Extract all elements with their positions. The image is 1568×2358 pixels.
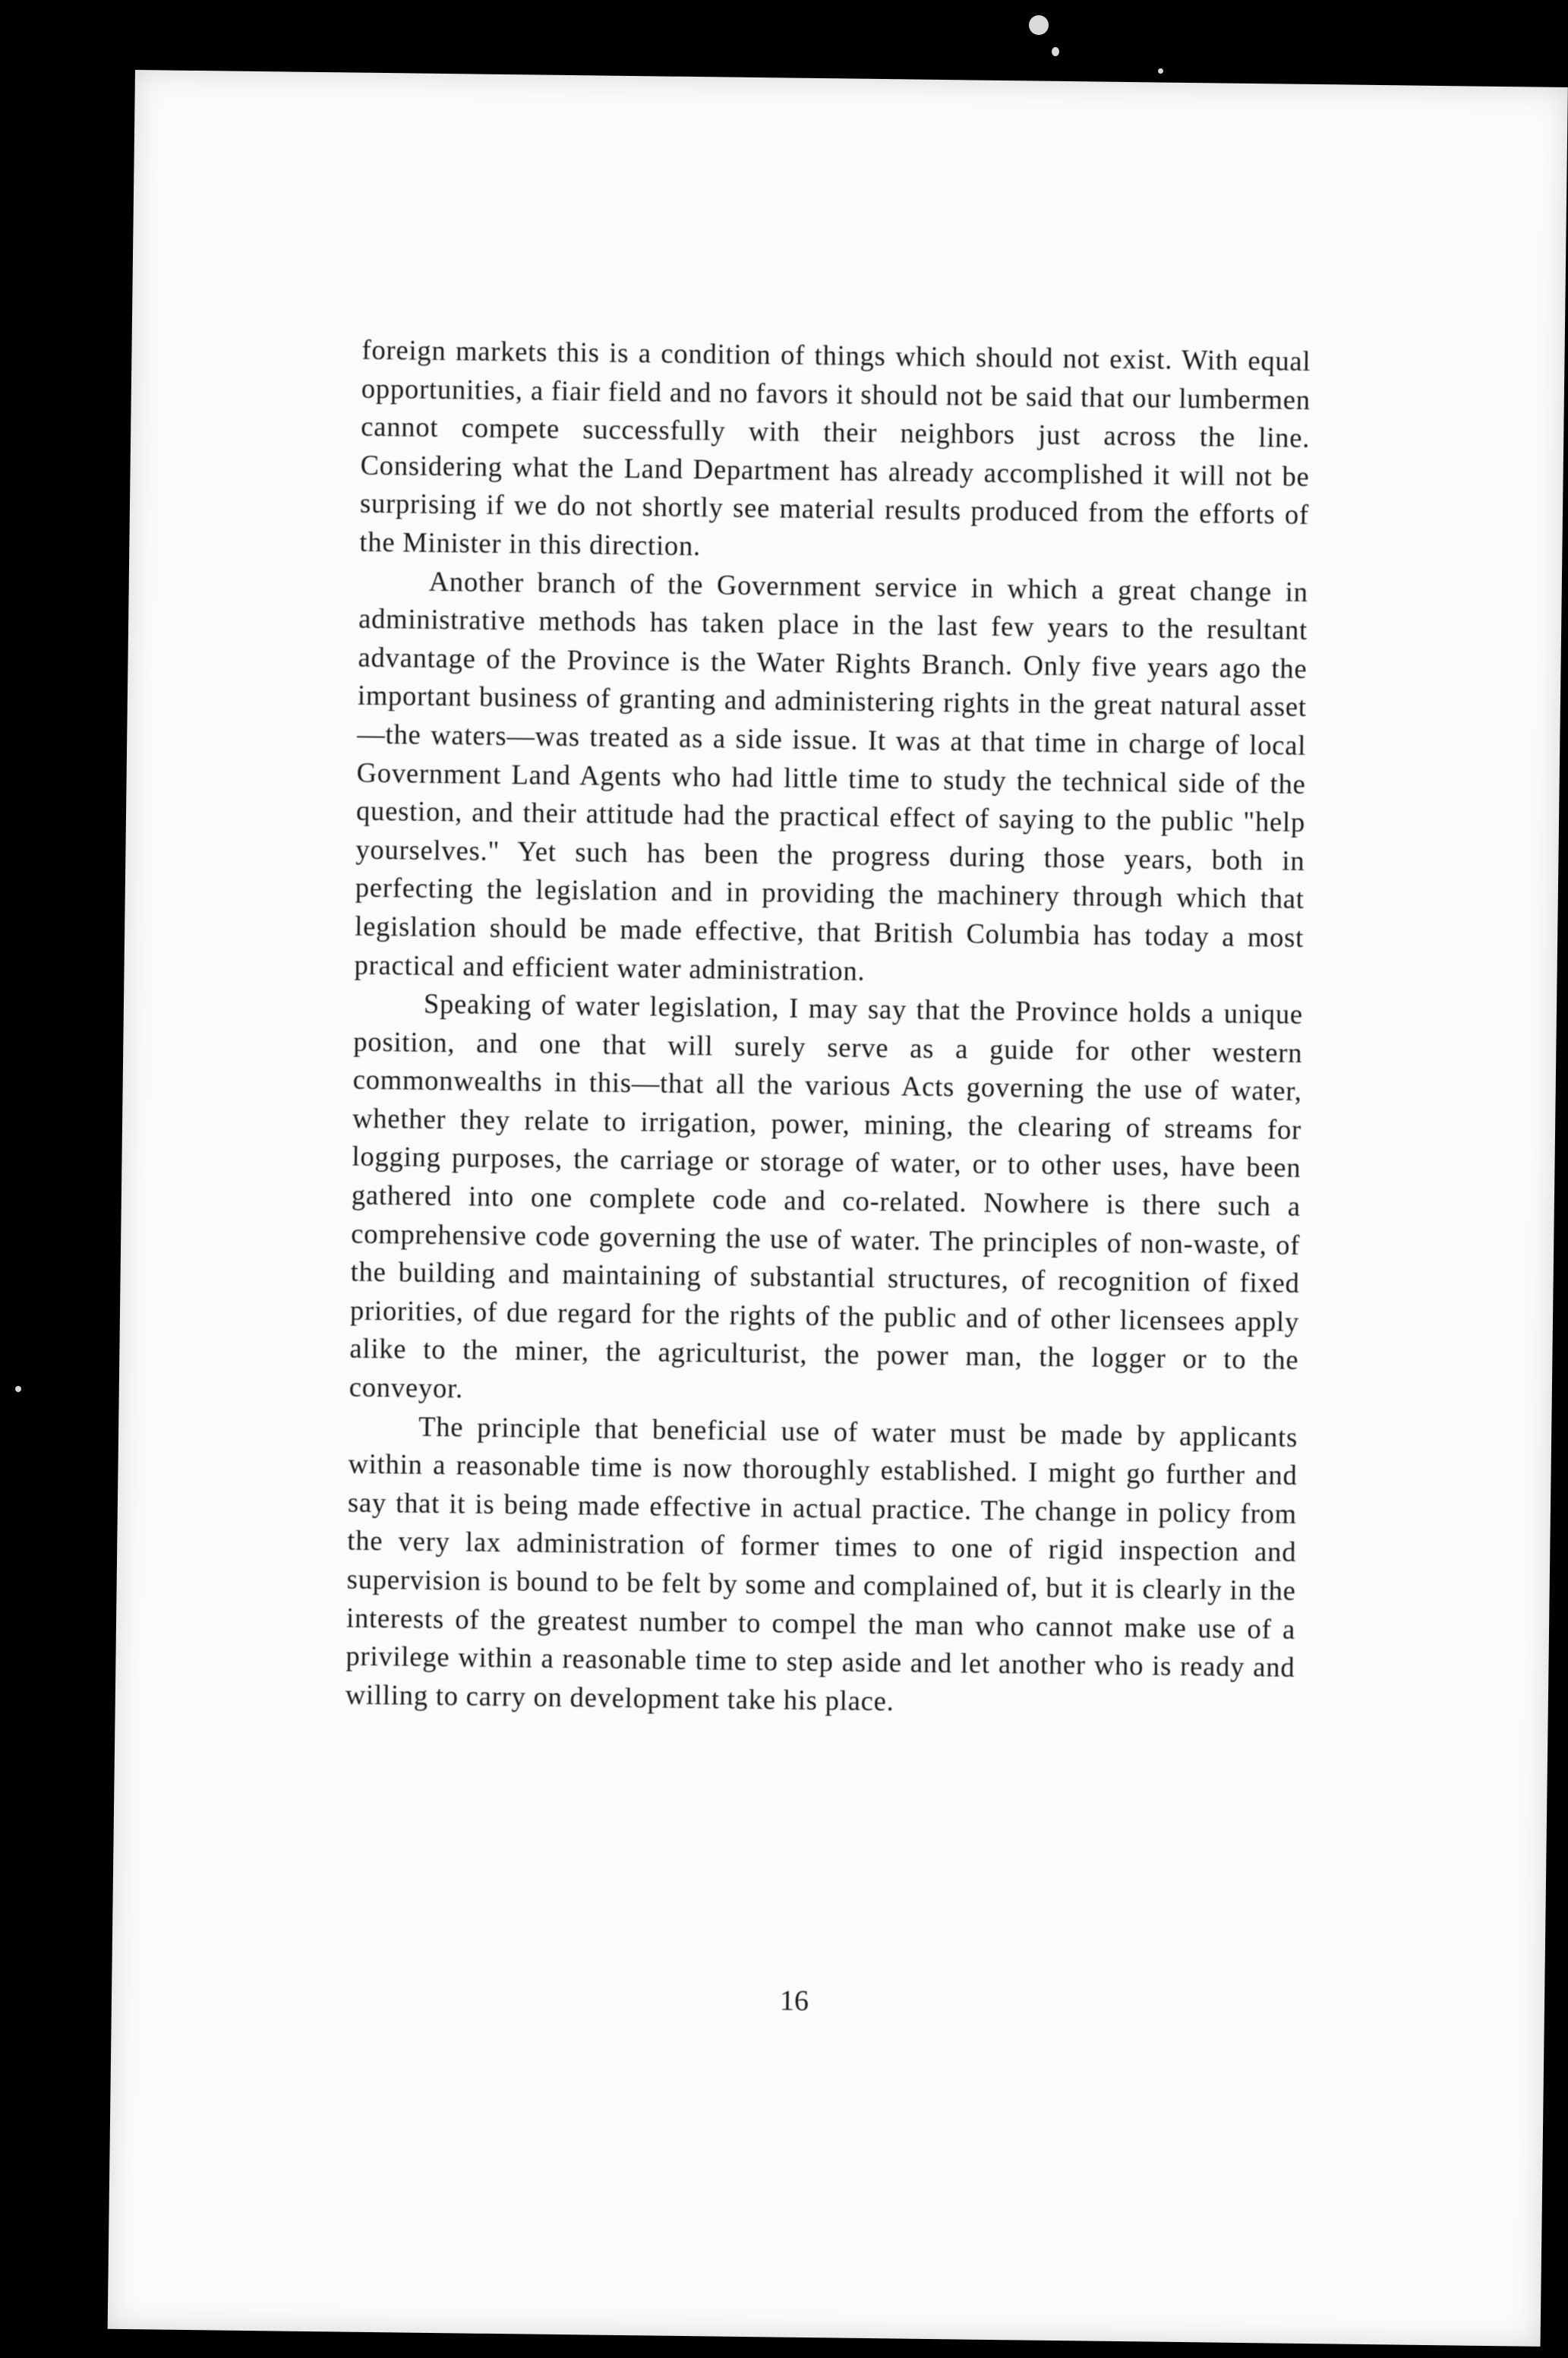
paragraph: Speaking of water legislation, I may say that the Province holds a unique position, and one that will surely serve as a guide for other western commonwealths in this—that all the various Acts governing the use of water, whether they relate to irrigation, power, mining, the clearing of streams for logging purposes, the carriage or storage of water, or to other uses, have been gathered into one complete code and co-related. Nowhere is there such a comprehensive code governing the use of water. The principles of non-waste, of the building and maintaining of substantial structures, of recognition of fixed priorities, of due regard for the rights of the public and of other licensees apply alike to the miner, the agriculturist, the power man, the logger or to the conveyor. xyxy=(349,987,1304,1404)
page-number: 16 xyxy=(779,1984,809,2018)
body-text xyxy=(345,331,1311,1726)
film-speck xyxy=(15,1386,21,1392)
film-speck xyxy=(1029,15,1049,35)
film-speck xyxy=(1158,68,1163,74)
paragraph: Another branch of the Government service in which a great change in administrative methods has taken place in the last few years to the resultant advantage of the Province is the Water Rights Branch. Only five years ago the important business of granting and administering rights in the great natural asset—the waters—was treated as a side issue. It was at that time in charge of local Government Land Agents who had little time to study the technical side of the question, and their attitude had the practical effect of saying to the public "help yourselves." Yet such has been the progress during those years, both in perfecting the legislation and in providing the machinery through which that legislation should be made effective, that British Columbia has today a most practical and efficient water administration. xyxy=(354,565,1308,986)
paragraph: The principle that beneficial use of water must be made by applicants within a reasonable time is now thoroughly established. I might go further and say that it is being made effective in actual practice. The change in policy from the very lax administration of former times to one of rigid inspection and supervision is bound to be felt by some and complained of, but it is clearly in the interests of the greatest number to compel the man who cannot make use of a privilege within a reasonable time to step aside and let another who is ready and willing to carry on development take his place. xyxy=(345,1410,1298,1717)
film-speck xyxy=(1052,47,1059,56)
paragraph: foreign markets this is a condition of things which should not exist. With equal opportunities, a fiair field and no favors it should not be said that our lumbermen cannot compete successfully with their neighbors just across the line. Considering what the Land Department has already accomplished it will not be surprising if we do not shortly see material results produced from the efforts of the Minister in this direction. xyxy=(359,333,1311,562)
document-page xyxy=(108,70,1568,2347)
